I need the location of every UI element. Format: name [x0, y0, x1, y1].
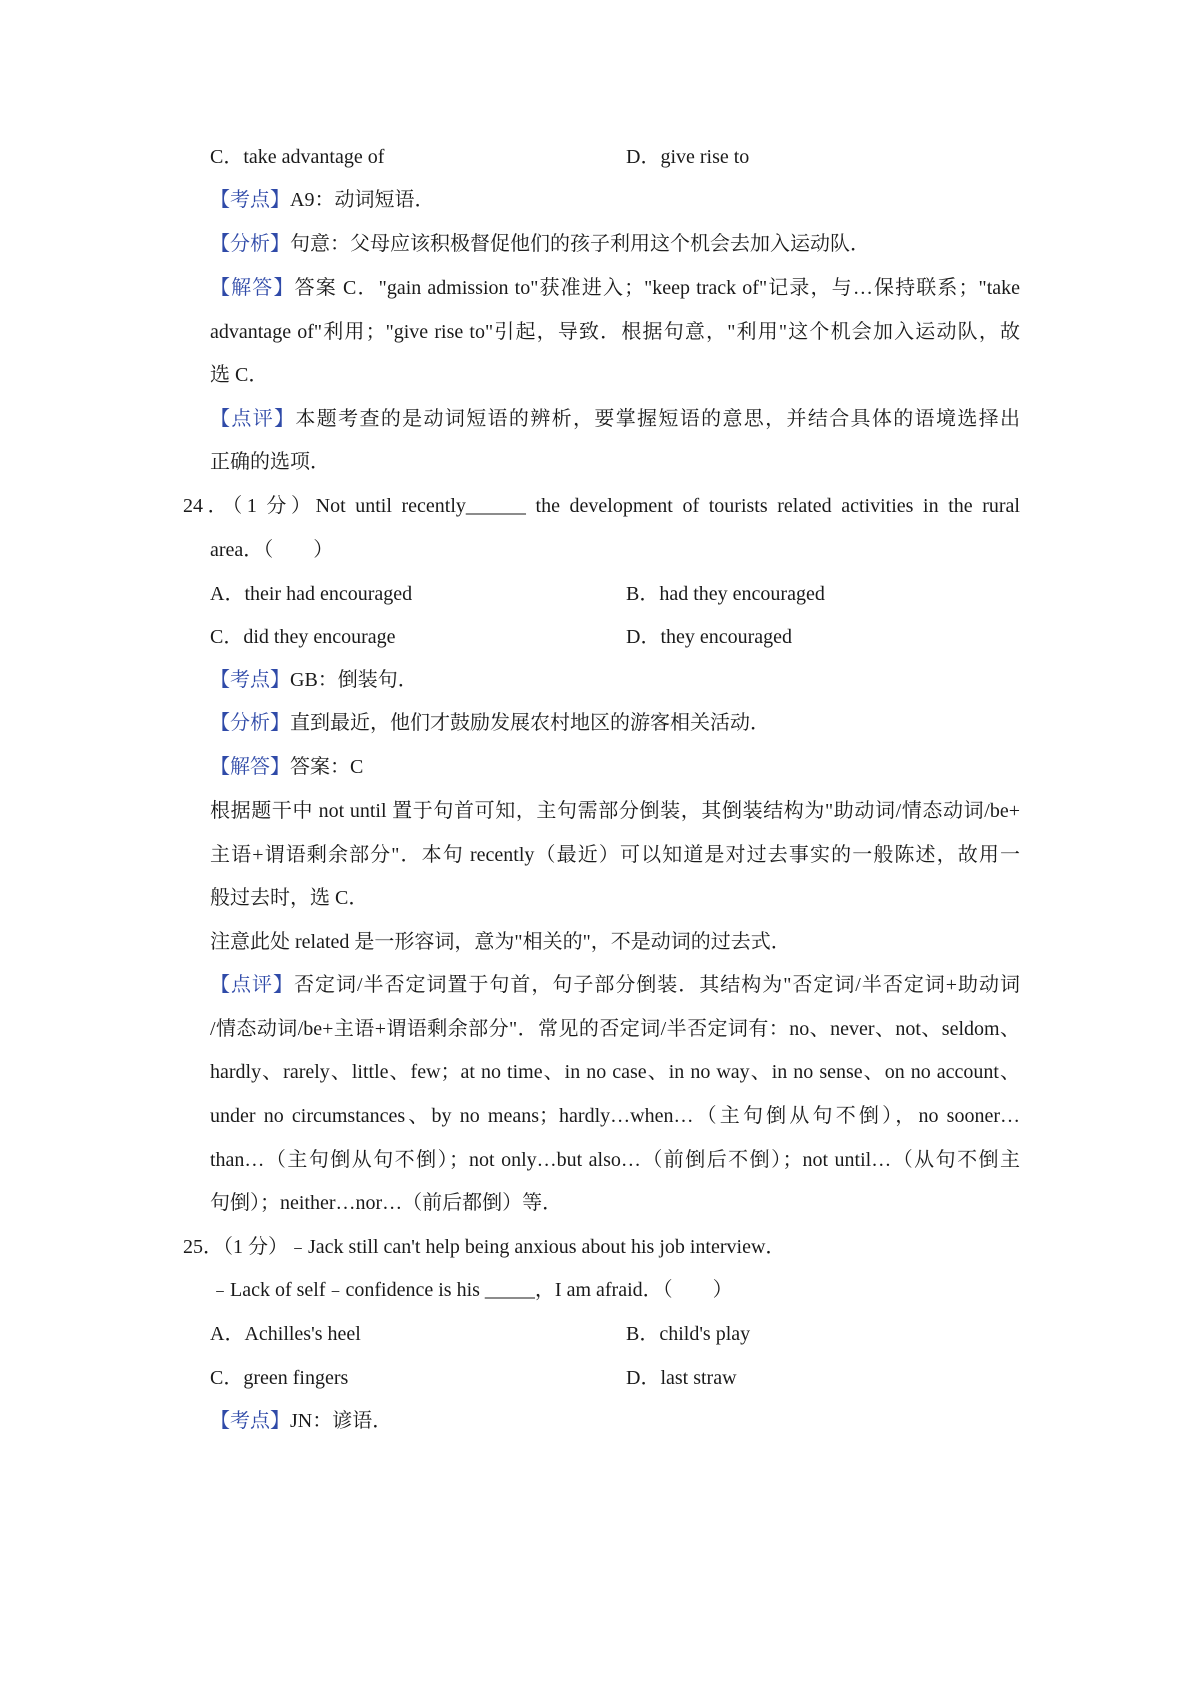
q23-jieda-line-1 [210, 274, 1020, 302]
q24-option-b: B．had they encouraged [626, 583, 825, 605]
dianping-label: 【点评】 [210, 974, 294, 996]
dianping-label: 【点评】 [210, 408, 296, 430]
q24-jieda [210, 753, 1020, 781]
kaodian-label: 【考点】 [210, 1410, 290, 1432]
q25-option-c: C．green fingers [210, 1367, 349, 1389]
q23-kaodian-text: A9：动词短语． [290, 189, 435, 211]
q24-body-line-3: 般过去时，选 C． [210, 887, 369, 909]
q24-body-line-4: 注意此处 related 是一形容词，意为"相关的"，不是动词的过去式． [210, 931, 791, 953]
q23-dianping-text-1: 本题考查的是动词短语的辨析，要掌握短语的意思，并结合具体的语境选择出 [295, 408, 1021, 430]
q24-kaodian [210, 666, 1020, 694]
kaodian-label: 【考点】 [210, 669, 290, 691]
jieda-label: 【解答】 [210, 277, 295, 299]
q24-body-line-2: 主语+谓语剩余部分"．本句 recently（最近）可以知道是对过去事实的一般陈述，故用一 [210, 844, 1020, 866]
q23-options-cd [210, 143, 1020, 171]
q24-dianping-line-4: under no circumstances、by no means；hardly…when…（主句倒从句不倒），no sooner… [210, 1105, 1020, 1127]
q24-body-line-1: 根据题干中 not until 置于句首可知，主句需部分倒装，其倒装结构为"助动词/情态动词/be+ [210, 800, 1020, 822]
q25-options-ab [210, 1320, 1020, 1348]
q23-jieda-text-1: 答案 C．"gain admission to"获准进入；"keep track of"记录，与…保持联系；"take [294, 277, 1021, 299]
q24-dianping-line-2: /情态动词/be+主语+谓语剩余部分"．常见的否定词/半否定词有：no、never、not、seldom、 [210, 1018, 1020, 1040]
q24-option-a: A．their had encouraged [210, 583, 413, 605]
q25-stem-line-2: ﹣Lack of self﹣confidence is his _____，I am afraid．（ ） [210, 1279, 733, 1301]
q24-options-cd [210, 623, 1020, 651]
q23-dianping-line-2: 正确的选项． [210, 451, 330, 473]
q23-jieda-line-3: 选 C． [210, 364, 269, 386]
q24-option-d: D．they encouraged [626, 626, 793, 648]
q24-fenxi [210, 709, 1020, 737]
q24-dianping-text-1: 否定词/半否定词置于句首，句子部分倒装．其结构为"否定词/半否定词+助动词 [293, 974, 1021, 996]
q23-fenxi-text: 句意：父母应该积极督促他们的孩子利用这个机会去加入运动队． [290, 233, 870, 255]
q25-options-cd [210, 1364, 1020, 1392]
q24-dianping-line-1 [210, 971, 1020, 999]
q24-fenxi-text: 直到最近，他们才鼓励发展农村地区的游客相关活动． [290, 712, 770, 734]
fenxi-label: 【分析】 [210, 712, 290, 734]
q24-dianping-line-6: 句倒）；neither…nor…（前后都倒）等． [210, 1192, 563, 1214]
q24-jieda-text: 答案：C [290, 756, 364, 778]
q23-option-d: D．give rise to [626, 146, 750, 168]
q23-jieda-line-2: advantage of"利用；"give rise to"引起，导致．根据句意，"利用"这个机会加入运动队，故 [210, 321, 1020, 343]
q24-kaodian-text: GB：倒装句． [290, 669, 418, 691]
q23-fenxi [210, 230, 1020, 258]
q24-stem-line-2: area．（ ） [210, 539, 334, 561]
q25-option-b: B．child's play [626, 1323, 751, 1345]
q25-option-d: D．last straw [626, 1367, 737, 1389]
q24-dianping-line-3: hardly、rarely、little、few；at no time、in no case、in no way、in no sense、on no account、 [210, 1061, 1020, 1083]
q25-kaodian [210, 1407, 1020, 1435]
q23-dianping-line-1 [210, 405, 1020, 433]
q24-options-ab [210, 580, 1020, 608]
q24-option-c: C．did they encourage [210, 626, 396, 648]
q25-stem-line-1: 25．（1 分）﹣Jack still can't help being anxious about his job interview． [183, 1236, 786, 1258]
q24-dianping-line-5: than…（主句倒从句不倒）；not only…but also…（前倒后不倒）；not until…（从句不倒主 [210, 1149, 1020, 1171]
fenxi-label: 【分析】 [210, 233, 290, 255]
q24-stem-line-1: 24．（1 分）Not until recently______ the development of tourists related activities in the rural [183, 495, 1020, 517]
q23-option-c: C．take advantage of [210, 146, 385, 168]
q25-option-a: A．Achilles's heel [210, 1323, 361, 1345]
q23-kaodian [210, 186, 1020, 214]
q25-kaodian-text: JN：谚语． [290, 1410, 393, 1432]
jieda-label: 【解答】 [210, 756, 290, 778]
kaodian-label: 【考点】 [210, 189, 290, 211]
